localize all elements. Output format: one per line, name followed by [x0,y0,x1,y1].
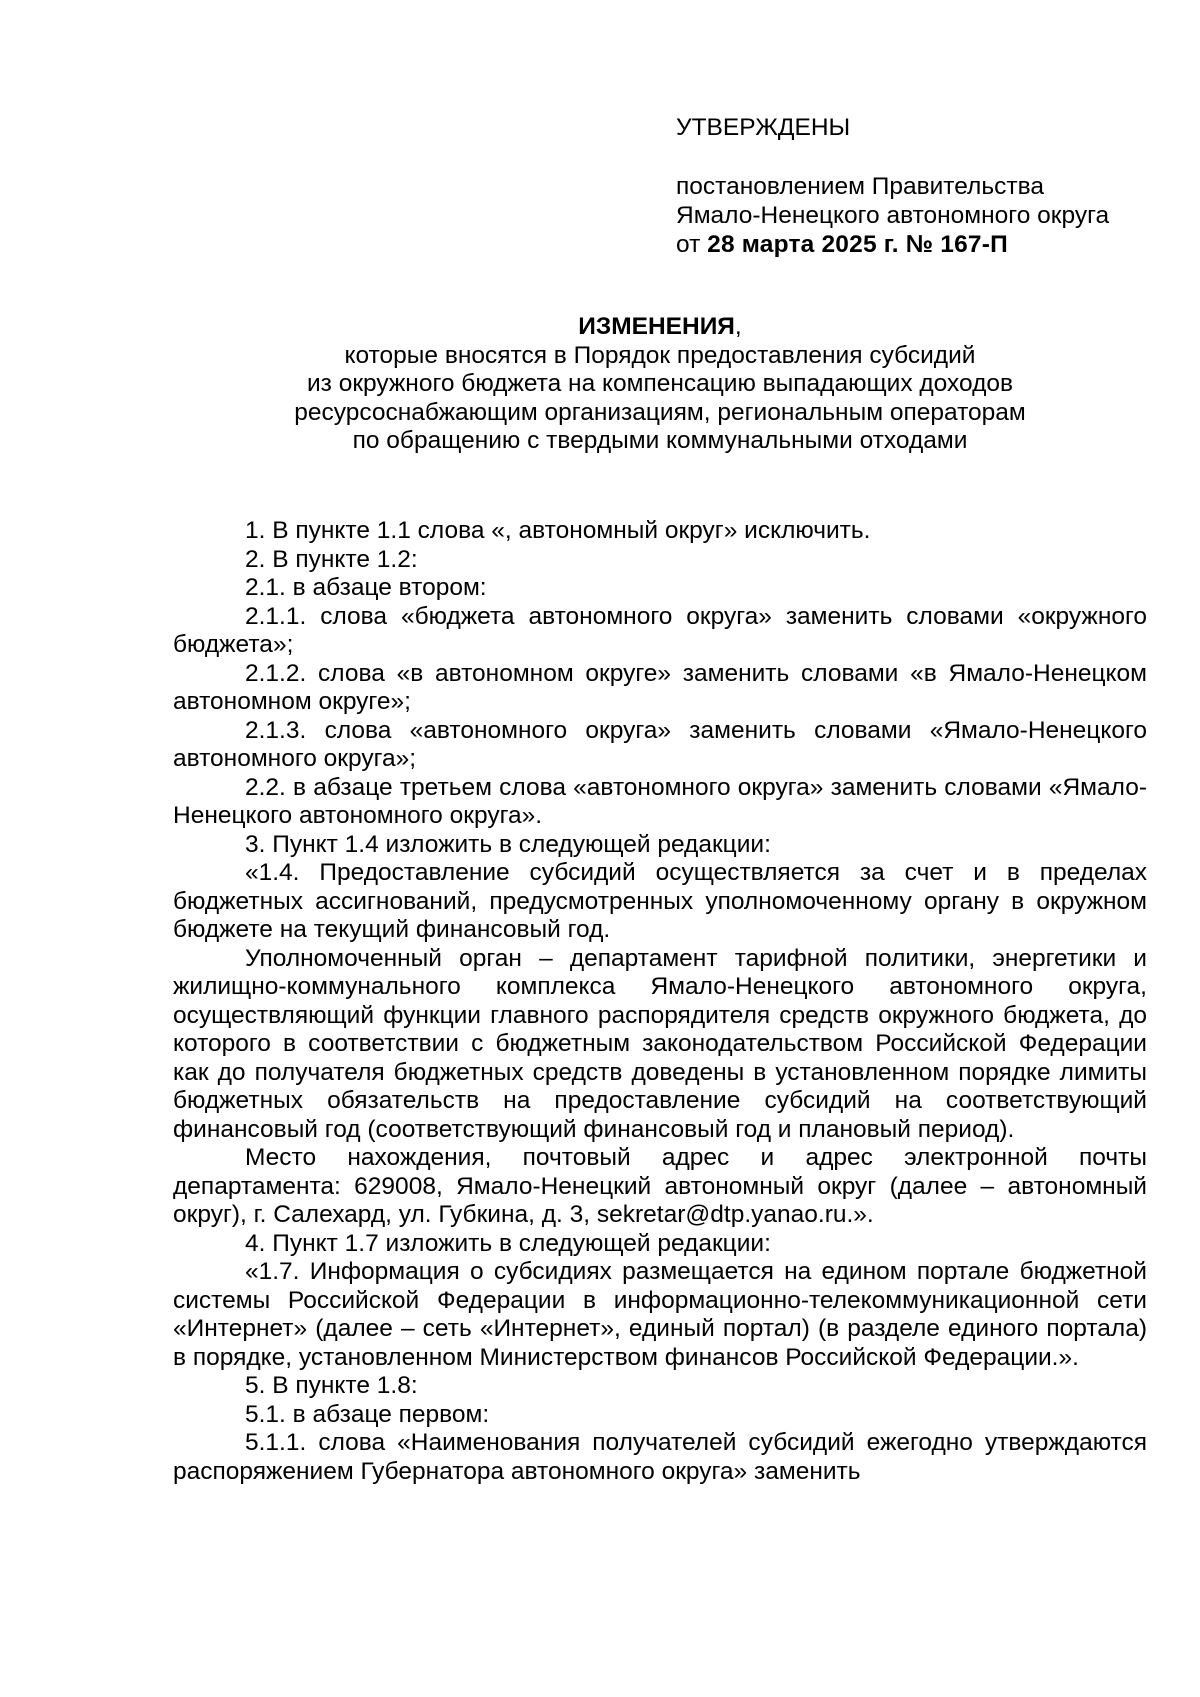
approval-date-line [676,230,1176,259]
approval-date-prefix: от [676,231,701,258]
paragraph-2-1-1: 2.1.1. слова «бюджета автономного округа» заменить словами «окружного бюджета»; [173,602,1147,658]
paragraph-4: 4. Пункт 1.7 изложить в следующей редакции: [245,1229,771,1257]
approval-block [676,113,1176,259]
approval-title: УТВЕРЖДЕНЫ [676,114,851,141]
heading-line-3: ресурсоснабжающим организациям, региональным операторам [294,398,1026,426]
paragraph-address: Место нахождения, почтовый адрес и адрес электронной почты департамента: 629008, Ямало-Ненецкий автономный округ (далее – автономный округ), г. Салехард, ул. Губкина, д. 3, sekretar@dtp.yanao.ru.». [173,1144,1147,1228]
heading-title-suffix: , [734,313,742,340]
paragraph-2: 2. В пункте 1.2: [245,545,418,573]
heading-line-1: которые вносятся в Порядок предоставления субсидий [344,341,976,369]
paragraph-5: 5. В пункте 1.8: [245,1372,418,1399]
paragraph-1: 1. В пункте 1.1 слова «, автономный округ» исключить. [245,517,871,544]
paragraph-5-1: 5.1. в абзаце первом: [245,1400,490,1428]
paragraph-5-1-1: 5.1.1. слова «Наименования получателей субсидий ежегодно утверждаются распоряжением Губернатора автономного округа» заменить [173,1429,1147,1485]
approval-line-2: Ямало-Ненецкого автономного округа [676,202,1110,229]
paragraph-authorized-body: Уполномоченный орган – департамент тарифной политики, энергетики и жилищно-коммунального комплекса Ямало-Ненецкого автономного округа, осуществляющий функции главного распорядителя средств окружного бюджета, до которого в соответствии с бюджетным законодательством Российской Федерации как до получателя бюджетных средств доведены в установленном порядке лимиты бюджетных обязательств на предоставление субсидий на соответствующий финансовый год (соответствующий финансовый год и плановый период). [173,944,1147,1143]
heading-title-line [170,313,1150,342]
paragraph-2-2: 2.2. в абзаце третьем слова «автономного округа» заменить словами «Ямало-Ненецкого автономного округа». [173,773,1147,829]
paragraph-2-1-2: 2.1.2. слова «в автономном округе» заменить словами «в Ямало-Ненецком автономном округе»; [173,659,1147,715]
paragraph-2-1-3: 2.1.3. слова «автономного округа» заменить словами «Ямало-Ненецкого автономного округа»; [173,716,1147,772]
heading-title: ИЗМЕНЕНИЯ [578,313,735,340]
approval-date-number: 28 марта 2025 г. № 167-П [707,231,1008,258]
approval-line-1: постановлением Правительства [676,173,1044,200]
paragraph-1-4: «1.4. Предоставление субсидий осуществляется за счет и в пределах бюджетных ассигнований, предусмотренных уполномоченному органу в окружном бюджете на текущий финансовый год. [173,859,1147,943]
paragraph-1-7: «1.7. Информация о субсидиях размещается на едином портале бюджетной системы Российской Федерации в информационно-телекоммуникационной сети «Интернет» (далее – сеть «Интернет», единый портал) (в разделе единого портала) в порядке, установленном Министерством финансов Российской Федерации.». [173,1258,1147,1371]
heading-line-4: по обращению с твердыми коммунальными отходами [352,427,968,454]
document-heading [170,313,1150,456]
heading-line-2: из окружного бюджета на компенсацию выпадающих доходов [306,370,1014,397]
paragraph-2-1: 2.1. в абзаце втором: [245,574,487,601]
document-body [173,517,1147,1486]
paragraph-3: 3. Пункт 1.4 изложить в следующей редакции: [245,830,771,858]
